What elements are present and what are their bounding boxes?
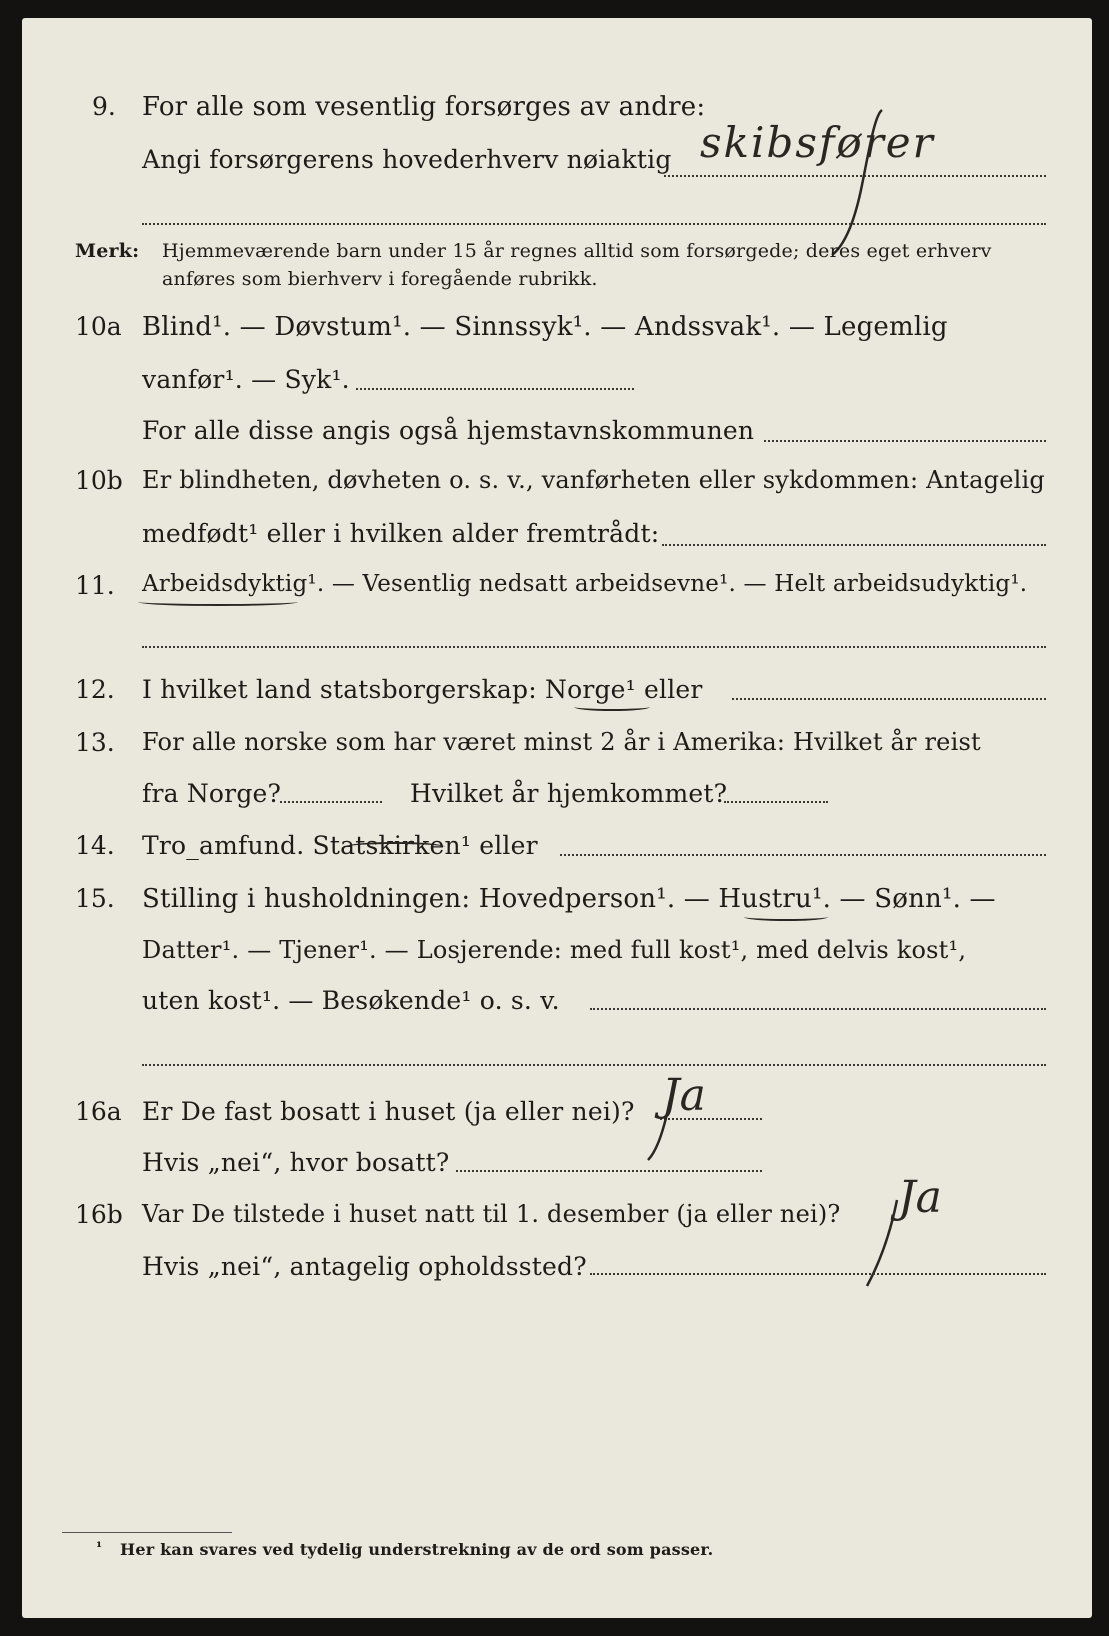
- q16a-answer-handwritten: Ja: [662, 1070, 706, 1121]
- q13-line2b: Hvilket år hjemkommet?: [410, 779, 728, 808]
- q9-number: 9.: [92, 92, 116, 121]
- merk-label: Merk:: [75, 240, 140, 262]
- q12-number: 12.: [75, 675, 115, 704]
- q16b-line2: Hvis „nei“, antagelig opholdssted?: [142, 1252, 587, 1281]
- q10b-answer-line: [662, 544, 1046, 546]
- q12-underline-norge: [574, 703, 650, 711]
- q10a-number: 10a: [75, 312, 122, 341]
- q16b-answer-stroke: [855, 1200, 905, 1290]
- merk-line2: anføres som bierhverv i foregående rubrikk.: [162, 268, 598, 290]
- q9-line1: For alle som vesentlig forsørges av andre:: [142, 92, 706, 122]
- q16a-line1: Er De fast bosatt i huset (ja eller nei)?: [142, 1097, 635, 1126]
- q16a-bosatt-line: [456, 1170, 762, 1172]
- q14-answer-line: [560, 854, 1046, 856]
- footnote-text: Her kan svares ved tydelig understrekning av de ord som passer.: [120, 1540, 714, 1559]
- q16b-line1: Var De tilstede i huset natt til 1. desember (ja eller nei)?: [142, 1200, 841, 1228]
- q11-answer-line: [142, 646, 1046, 648]
- q13-line1: For alle norske som har været minst 2 år i Amerika: Hvilket år reist: [142, 728, 981, 756]
- q10b-line2: medfødt¹ eller i hvilken alder fremtrådt:: [142, 519, 660, 548]
- q15-line1: Stilling i husholdningen: Hovedperson¹. — Hustru¹. — Sønn¹. —: [142, 884, 996, 914]
- q13-number: 13.: [75, 728, 115, 757]
- q15-line2: Datter¹. — Tjener¹. — Losjerende: med full kost¹, med delvis kost¹,: [142, 936, 967, 964]
- q10a-line3: For alle disse angis også hjemstavnskommunen: [142, 416, 755, 445]
- footnote-rule: [62, 1532, 232, 1533]
- q12-line1: I hvilket land statsborgerskap: Norge¹ eller: [142, 675, 703, 704]
- q9-line2: Angi forsørgerens hovederhverv nøiaktig: [142, 145, 672, 174]
- q11-line1: Arbeidsdyktig¹. — Vesentlig nedsatt arbeidsevne¹. — Helt arbeidsudyktig¹.: [142, 571, 1028, 597]
- q15-number: 15.: [75, 884, 115, 913]
- q10a-line1: Blind¹. — Døvstum¹. — Sinnssyk¹. — Andssvak¹. — Legemlig: [142, 312, 948, 342]
- q15-line3: uten kost¹. — Besøkende¹ o. s. v.: [142, 986, 560, 1015]
- q12-answer-line: [732, 698, 1046, 700]
- footnote-mark: ¹: [96, 1540, 103, 1556]
- q9-second-line: [142, 223, 1046, 225]
- q16a-answer-stroke: [640, 1100, 680, 1170]
- q10a-hjemstavn-line: [764, 440, 1046, 442]
- q14-line1: Tro_amfund. Statskirken¹ eller: [142, 831, 538, 860]
- q10a-syk-line: [356, 388, 634, 390]
- q13-line2a: fra Norge?: [142, 779, 282, 808]
- q16a-line2: Hvis „nei“, hvor bosatt?: [142, 1148, 450, 1177]
- q15-second-line: [142, 1064, 1046, 1066]
- q10b-number: 10b: [75, 466, 123, 495]
- q9-answer-handwritten: skibsfører: [700, 118, 935, 167]
- q13-hjemkommet-line: [724, 801, 828, 803]
- q16b-answer-handwritten: Ja: [898, 1172, 942, 1223]
- q14-mark-statskirken: [345, 842, 445, 852]
- q13-reist-line: [280, 801, 382, 803]
- q11-number: 11.: [75, 571, 115, 600]
- q10a-line2: vanfør¹. — Syk¹.: [142, 365, 350, 394]
- q16b-number: 16b: [75, 1200, 123, 1229]
- q16b-opholdssted-line: [590, 1273, 1046, 1275]
- q16a-number: 16a: [75, 1097, 122, 1126]
- merk-line1: Hjemmeværende barn under 15 år regnes alltid som forsørgede; deres eget erhverv: [162, 240, 992, 262]
- q11-underline-arbeidsdyktig: [138, 598, 298, 606]
- q14-number: 14.: [75, 831, 115, 860]
- q15-answer-line: [590, 1008, 1046, 1010]
- q15-underline-hustru: [744, 913, 828, 921]
- q10b-line1: Er blindheten, døvheten o. s. v., vanførheten eller sykdommen: Antagelig: [142, 466, 1045, 494]
